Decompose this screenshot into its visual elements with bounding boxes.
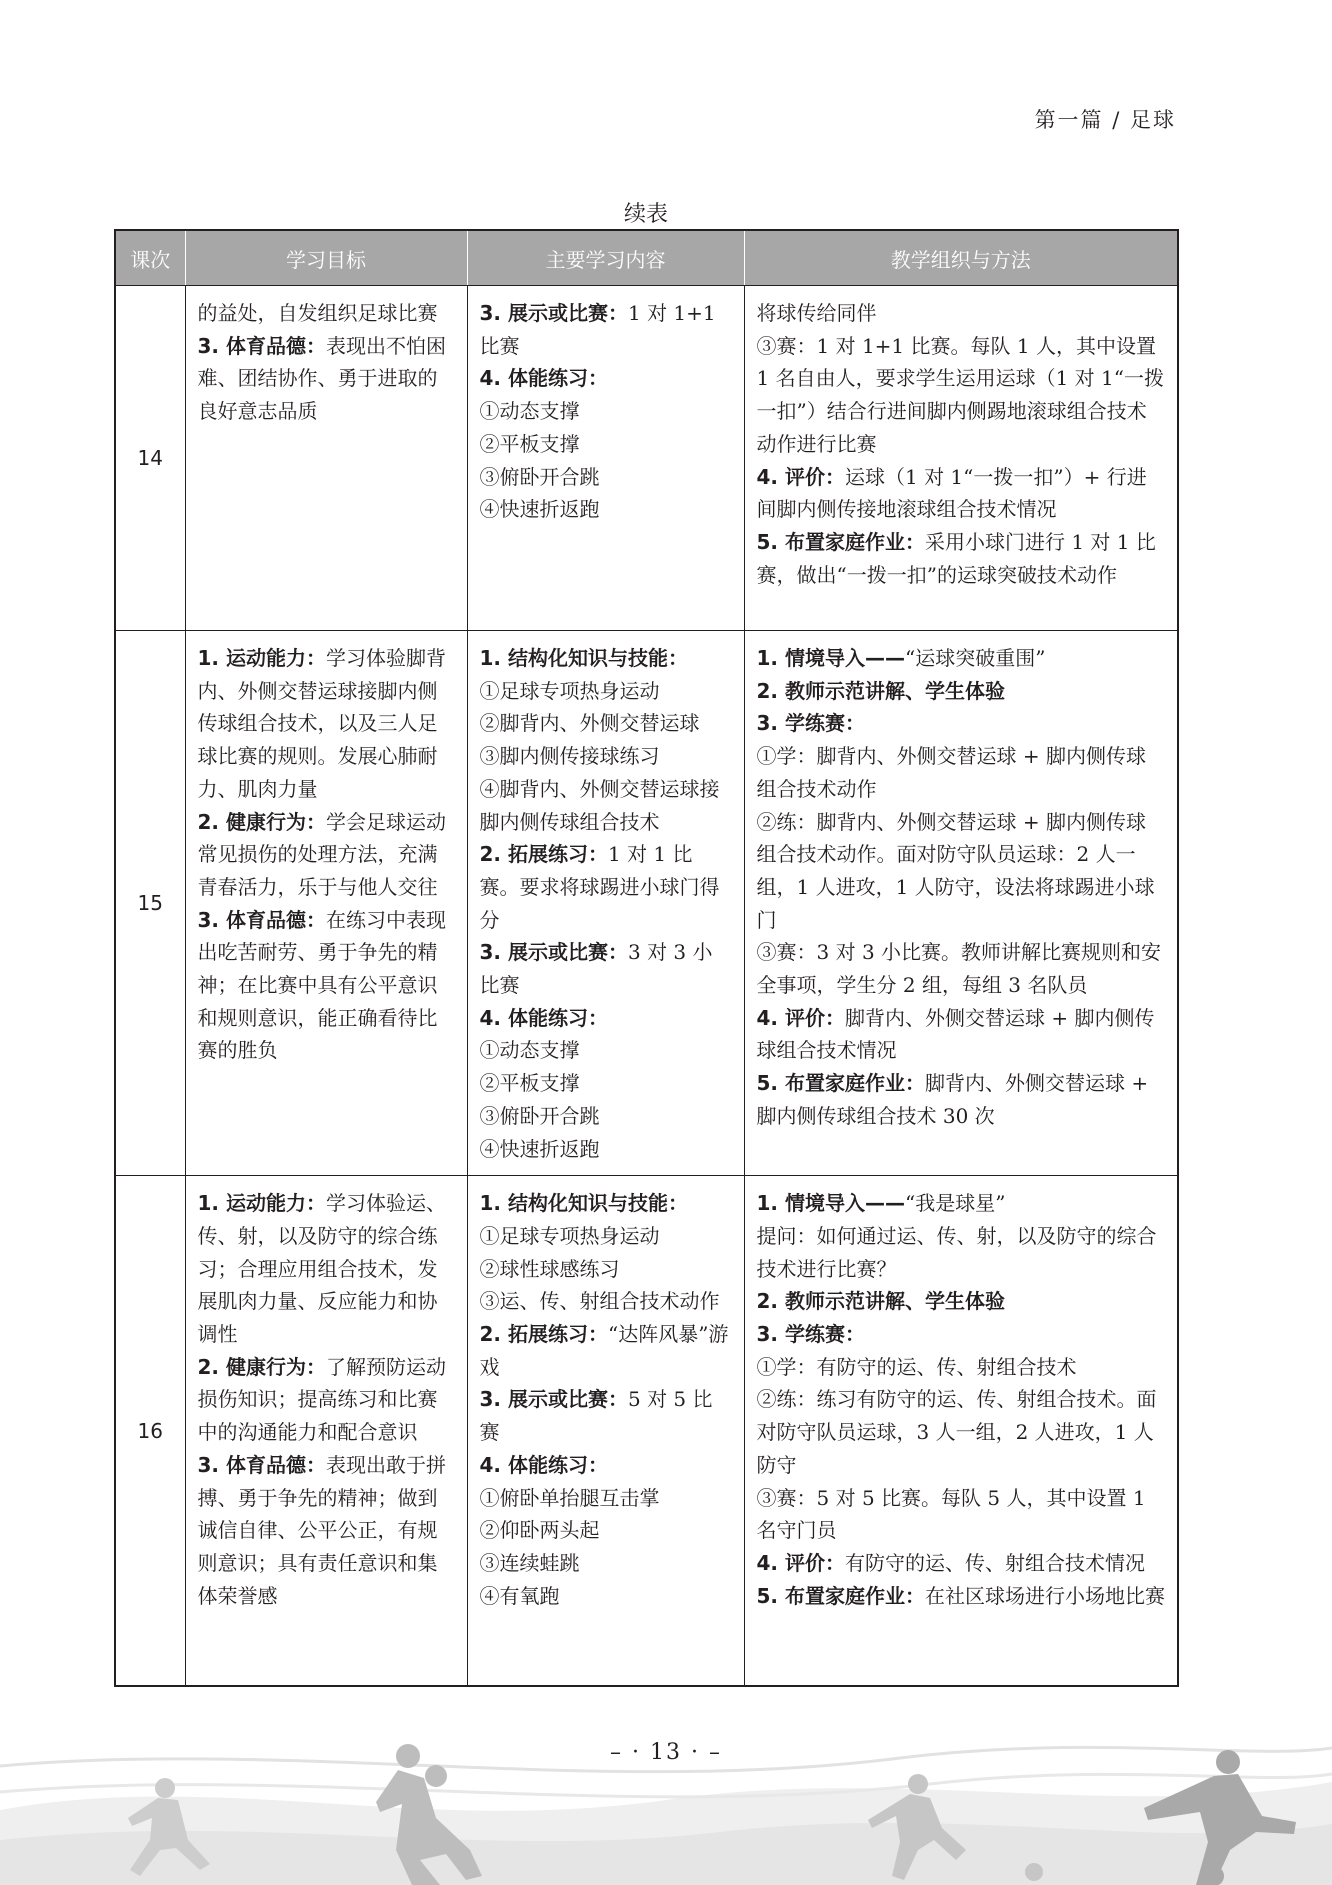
line-heading: 5. 布置家庭作业： [756,529,925,554]
line-text: ④脚背内、外侧交替运球接脚内侧传球组合技术 [479,776,720,834]
cell-line [480,838,732,936]
cell-line [480,1002,732,1035]
line-text: 采用小球门进行 1 对 1 比赛，做出“一拨一扣”的运球突破技术动作 [756,529,1156,587]
line-text: “运球突破重围” [904,646,1046,670]
cell-line [198,1187,455,1351]
cell-line [757,707,1166,740]
cell-line [480,1580,732,1613]
cell-line [480,642,732,675]
line-heading: 2. 健康行为： [197,809,326,834]
line-text: 将球传给同伴 [756,301,877,325]
column-header: 主要学习内容 [467,230,744,286]
page-number: – · 13 · – [610,1740,722,1765]
line-text: 5 对 5 比赛 [479,1387,713,1445]
line-heading: 1. 运动能力： [197,646,326,670]
cell-line [480,707,732,740]
line-text: ③赛：1 对 1+1 比赛。每队 1 人，其中设置 1 名自由人，要求学生运用运球（1 对 1“一拨一扣”）结合行进间脚内侧踢地滚球组合技术动作进行比赛 [756,333,1164,456]
line-text: ②平板支撑 [479,431,580,456]
line-text: ③俯卧开合跳 [479,464,600,489]
section-header: 第一篇 / 足球 [1034,108,1176,132]
cell-line [757,1580,1166,1613]
line-heading: 1. 结构化知识与技能： [479,646,688,670]
column-header: 教学组织与方法 [744,230,1178,286]
cell-line [757,1383,1166,1481]
line-heading: 5. 布置家庭作业： [756,1583,925,1608]
cell-line [757,642,1166,675]
cell-line [757,1067,1166,1132]
line-text: ①足球专项热身运动 [479,1223,660,1248]
cell-line [198,642,455,806]
line-heading: 4. 评价： [756,1005,845,1030]
lesson-number: 16 [115,1176,185,1686]
table-row [115,286,1178,631]
cell-line [480,1514,732,1547]
line-text: “达阵风暴”游戏 [479,1322,729,1379]
cell-line [757,1220,1166,1285]
line-heading: 3. 体育品德： [197,333,326,358]
line-text: ②球性球感练习 [479,1256,620,1281]
line-text: 脚背内、外侧交替运球 + 脚内侧传球组合技术情况 [756,1005,1155,1063]
line-text: 表现出敢于拼搏、勇于争先的精神；做到诚信自律、公平公正，有规则意识；具有责任意识和集体荣誉感 [197,1452,446,1608]
line-heading: 2. 教师示范讲解、学生体验 [756,678,1005,703]
line-heading: 5. 布置家庭作业： [756,1071,925,1096]
footer-decoration [0,1700,1332,1885]
cell-line [480,1133,732,1166]
line-text: ③赛：3 对 3 小比赛。教师讲解比赛规则和安全事项，学生分 2 组，每组 3 名队员 [756,940,1162,998]
line-heading: 3. 展示或比赛： [479,1387,628,1412]
cell-line [480,461,732,494]
cell-line [480,1383,732,1448]
line-text: ②仰卧两头起 [479,1518,600,1543]
cell-line [757,1547,1166,1580]
cell-line [757,297,1166,330]
cell-line [480,428,732,461]
line-text: ③连续蛙跳 [479,1550,580,1575]
line-text: ③运、传、射组合技术动作 [479,1289,720,1314]
line-heading: 2. 拓展练习： [479,842,608,867]
footer-wave [0,1774,1332,1797]
line-text: 学习体验运、传、射，以及防守的综合练习；合理应用组合技术，发展肌肉力量、反应能力和协调性 [197,1191,446,1347]
goals-cell [185,1176,467,1686]
cell-line [757,1187,1166,1220]
cell-line [757,806,1166,937]
cell-line [480,936,732,1001]
line-heading: 1. 情境导入—— [756,646,905,670]
table-row [115,1176,1178,1686]
methods-cell [744,631,1178,1176]
line-text: ①学：脚背内、外侧交替运球 + 脚内侧传球组合技术动作 [756,744,1146,801]
line-text: 在练习中表现出吃苦耐劳、勇于争先的精神；在比赛中具有公平意识和规则意识，能正确看待比赛的胜负 [197,907,446,1063]
line-heading: 3. 学练赛： [756,711,865,736]
line-heading: 1. 结构化知识与技能： [479,1191,688,1216]
cell-line [757,1318,1166,1351]
lesson-number: 14 [115,286,185,631]
line-text: 的益处，自发组织足球比赛 [197,301,438,325]
line-text: ①动态支撑 [479,1038,580,1063]
table-caption: 续表 [623,202,668,227]
cell-line [480,1187,732,1220]
line-heading: 1. 情境导入—— [756,1191,905,1216]
lesson-number: 15 [115,631,185,1176]
line-text: 学会足球运动常见损伤的处理方法，充满青春活力，乐于与他人交往 [197,809,446,899]
cell-line [480,1449,732,1482]
line-text: ③脚内侧传接球练习 [479,744,660,769]
cell-line [480,1482,732,1515]
cell-line [757,740,1166,805]
column-header: 课次 [115,230,185,286]
cell-line [480,1034,732,1067]
content-cell [467,631,744,1176]
cell-line [198,330,455,428]
line-heading: 3. 学练赛： [756,1322,865,1347]
cell-line [757,526,1166,591]
line-text: 了解预防运动损伤知识；提高练习和比赛中的沟通能力和配合意识 [197,1354,446,1445]
cell-line [198,1449,455,1613]
line-text: ①俯卧单抬腿互击掌 [479,1485,660,1510]
cell-line [757,1002,1166,1067]
line-heading: 2. 教师示范讲解、学生体验 [756,1289,1005,1314]
cell-line [480,1285,732,1318]
line-heading: 4. 体能练习： [479,366,608,391]
line-text: ④快速折返跑 [479,1136,600,1161]
cell-line [198,904,455,1068]
line-heading: 3. 展示或比赛： [479,301,628,325]
cell-line [480,773,732,838]
line-heading: 2. 健康行为： [197,1354,326,1379]
line-text: 运球（1 对 1“一拨一扣”）+ 行进间脚内侧传接地滚球组合技术情况 [756,464,1147,522]
cell-line [198,1351,455,1449]
cell-line [757,1482,1166,1547]
line-text: 1 对 1 比赛。要求将球踢进小球门得分 [479,842,720,932]
line-heading: 4. 体能练习： [479,1452,608,1477]
line-text: ①足球专项热身运动 [479,678,660,703]
line-text: “我是球星” [904,1191,1006,1216]
content-cell [467,1176,744,1686]
cell-line [480,1220,732,1253]
cell-line [757,936,1166,1001]
cell-line [480,1547,732,1580]
line-heading: 3. 展示或比赛： [479,940,628,965]
cell-line [198,806,455,904]
cell-line [480,297,732,362]
cell-line [480,1318,732,1383]
line-heading: 3. 体育品德： [197,907,326,932]
cell-line [480,493,732,526]
cell-line [480,740,732,773]
table-row [115,631,1178,1176]
line-heading: 1. 运动能力： [197,1191,326,1216]
line-text: 1 对 1+1 比赛 [479,301,716,358]
cell-line [480,395,732,428]
line-text: ②脚背内、外侧交替运球 [479,711,700,736]
cell-line [480,1067,732,1100]
cell-line [480,1253,732,1286]
line-text: 3 对 3 小比赛 [479,940,713,998]
line-heading: 4. 评价： [756,464,845,489]
line-text: ②练：脚背内、外侧交替运球 + 脚内侧传球组合技术动作。面对防守队员运球：2 人一组，1 人进攻，1 人防守，设法将球踢进小球门 [756,809,1155,932]
cell-line [757,330,1166,461]
lesson-table [114,229,1179,1687]
line-text: 表现出不怕困难、团结协作、勇于进取的良好意志品质 [197,333,446,424]
goals-cell [185,286,467,631]
content-cell [467,286,744,631]
line-text: 在社区球场进行小场地比赛 [924,1583,1165,1608]
cell-line [480,362,732,395]
column-header: 学习目标 [185,230,467,286]
line-text: ④快速折返跑 [479,497,600,522]
cell-line [757,461,1166,526]
line-heading: 3. 体育品德： [197,1452,326,1477]
line-text: ④有氧跑 [479,1583,560,1608]
line-text: ①学：有防守的运、传、射组合技术 [756,1354,1077,1379]
line-text: 脚背内、外侧交替运球 + 脚内侧传球组合技术 30 次 [756,1071,1149,1128]
line-text: 提问：如何通过运、传、射，以及防守的综合技术进行比赛？ [756,1223,1157,1281]
line-text: 学习体验脚背内、外侧交替运球接脚内侧传球组合技术，以及三人足球比赛的规则。发展心肺耐力、肌肉力量 [197,646,446,801]
table-header-row [115,230,1178,286]
cell-line [757,675,1166,708]
line-text: ③赛：5 对 5 比赛。每队 5 人，其中设置 1 名守门员 [756,1485,1146,1543]
cell-line [757,1285,1166,1318]
methods-cell [744,1176,1178,1686]
line-text: 有防守的运、传、射组合技术情况 [844,1550,1145,1575]
cell-line [198,297,455,330]
line-text: ②练：练习有防守的运、传、射组合技术。面对防守队员运球，3 人一组，2 人进攻，1 人防守 [756,1387,1157,1477]
cell-line [480,1100,732,1133]
cell-line [480,675,732,708]
line-text: ①动态支撑 [479,399,580,424]
line-text: ②平板支撑 [479,1071,580,1096]
line-heading: 4. 体能练习： [479,1005,608,1030]
goals-cell [185,631,467,1176]
line-text: ③俯卧开合跳 [479,1103,600,1128]
line-heading: 4. 评价： [756,1550,845,1575]
methods-cell [744,286,1178,631]
line-heading: 2. 拓展练习： [479,1322,608,1347]
cell-line [757,1351,1166,1384]
